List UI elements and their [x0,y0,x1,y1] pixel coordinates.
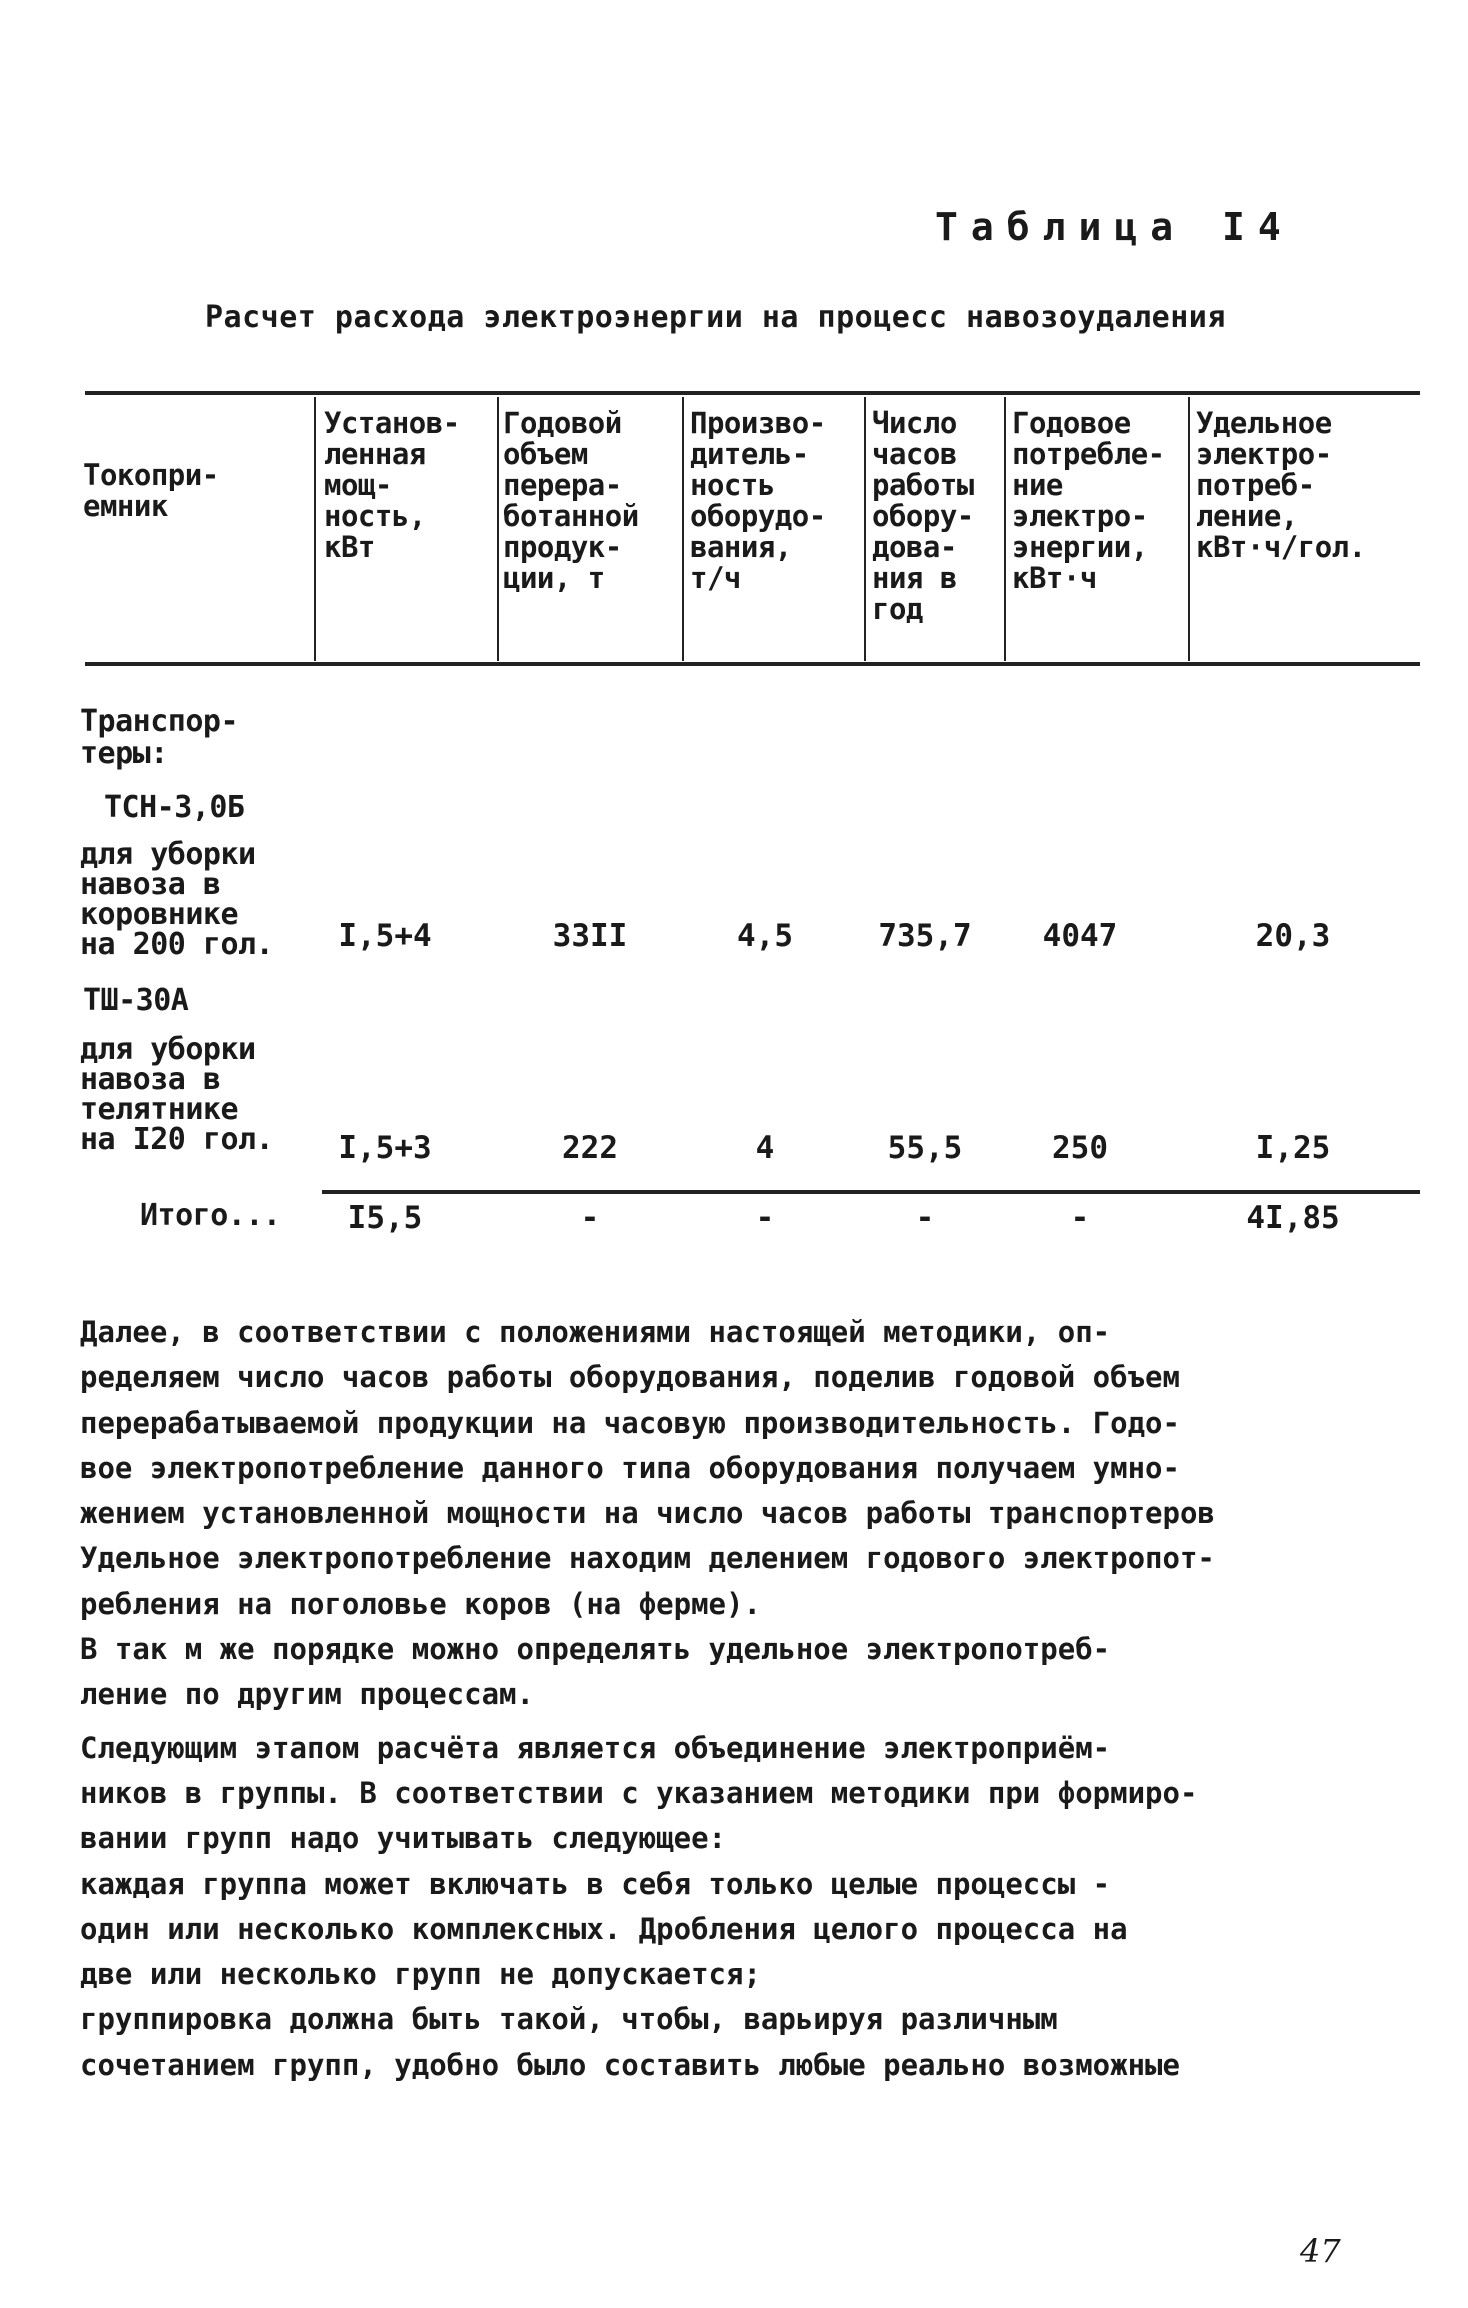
column-divider [497,397,499,661]
header-annual-consumption: Годовое потребле- ние электро- энергии, кВт·ч [1012,406,1165,595]
row-cell-operating-hours: 735,7 [878,918,972,954]
total-cell-installed-power: I5,5 [347,1200,423,1236]
row-description: для уборки навоза в коровнике на 200 гол. [80,837,274,962]
header-specific-consumption: Удельное электро- потреб- ление, кВт·ч/гол. [1196,406,1366,564]
row-model: ТШ-30А [83,983,189,1018]
row-description: для уборки навоза в телятнике на I20 гол. [80,1032,274,1157]
header-installed-power: Установ- ленная мощ- ность, кВт [324,406,460,564]
paragraph: В так м же порядке можно определять удельное электропотреб- ление по другим процессам. [80,1632,1111,1712]
table-top-rule [85,391,1420,395]
column-divider [864,397,866,661]
header-productivity: Произво- дитель- ность оборудо- вания, т/ч [690,406,826,595]
paragraph: Далее, в соответствии с положениями настоящей методики, оп- ределяем число часов работы оборудования, поделив годовой объем перерабатываемой продукции на часовую производительность. Годо- вое электропотребление данного типа оборудования получаем умно- жением установленной мощности на число часов работы транспортеров Удельное электропотребление находим делением годового электропот- ребления на поголовье коров (на ферме). [80,1315,1215,1621]
group-label: Транспор- теры: [80,704,239,771]
column-divider [682,397,684,661]
row-cell-annual-consumption: 4047 [1042,918,1118,954]
row-cell-operating-hours: 55,5 [887,1130,963,1166]
paragraph: группировка должна быть такой, чтобы, варьируя различным сочетанием групп, удобно было составить любые реально возможные [80,2002,1180,2082]
row-model: ТСН-3,0Б [104,790,245,825]
table-header-rule [85,662,1420,666]
row-cell-productivity: 4 [755,1130,775,1166]
column-divider [1004,397,1006,661]
row-cell-installed-power: I,5+3 [338,1130,432,1166]
row-cell-annual-consumption: 250 [1052,1130,1108,1166]
body-text [80,1310,1410,2088]
column-divider [1188,397,1190,661]
row-cell-annual-volume: 33II [552,918,628,954]
total-cell-specific-consumption: 4I,85 [1246,1200,1340,1236]
row-cell-specific-consumption: I,25 [1255,1130,1331,1166]
header-operating-hours: Число часов работы обору- дова- ния в год [872,406,974,626]
total-cell-productivity: - [755,1200,775,1236]
header-consumer: Токопри- емник [83,458,219,523]
row-cell-installed-power: I,5+4 [338,918,432,954]
paragraph: Следующим этапом расчёта является объединение электроприём- ников в группы. В соответствии с указанием методики при формиро- вании групп надо учитывать следующее: [80,1730,1198,1856]
total-cell-annual-consumption: - [1070,1200,1090,1236]
column-divider [314,397,316,661]
row-cell-productivity: 4,5 [737,918,793,954]
total-label: Итого... [140,1198,281,1233]
header-annual-volume: Годовой объем перера- ботанной продук- ции, т [503,406,639,595]
row-cell-annual-volume: 222 [562,1130,618,1166]
paragraph: каждая группа может включать в себя только целые процессы - один или несколько комплексных. Дробления целого процесса на две или несколько групп не допускается; [80,1866,1128,1992]
total-cell-annual-volume: - [580,1200,600,1236]
row-cell-specific-consumption: 20,3 [1255,918,1331,954]
table-total-rule [322,1190,1420,1194]
total-cell-operating-hours: - [915,1200,935,1236]
table-caption: Таблица I4 [935,205,1294,249]
table-title: Расчет расхода электроэнергии на процесс навозоудаления [205,300,1226,335]
page-number: 47 [1300,2232,1341,2270]
